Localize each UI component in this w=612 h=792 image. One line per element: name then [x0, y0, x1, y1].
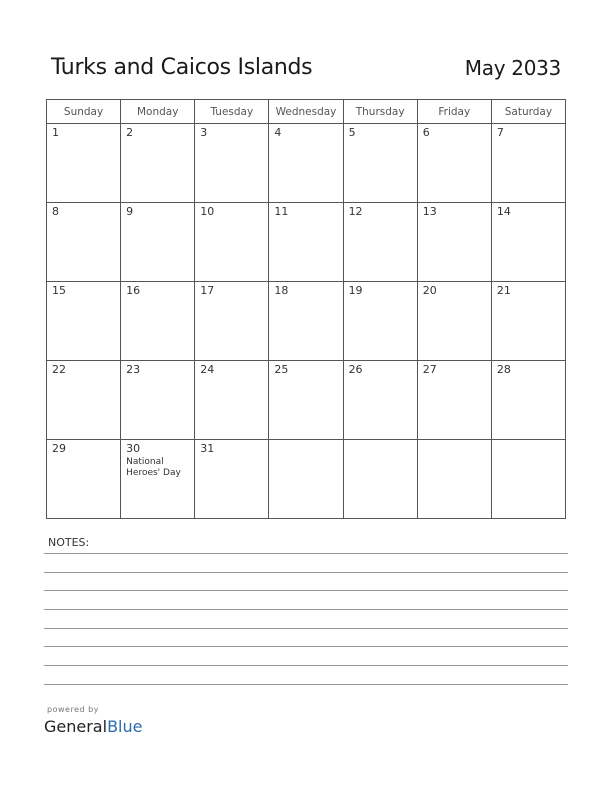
holiday-label: National Heroes' Day	[126, 457, 181, 478]
day-number: 7	[496, 126, 504, 139]
day-cell	[121, 282, 195, 361]
week-row	[47, 361, 566, 440]
day-cell	[491, 282, 565, 361]
day-cell	[195, 440, 269, 519]
day-cell	[491, 203, 565, 282]
day-number: 12	[348, 205, 363, 218]
weekday-header: Tuesday	[195, 100, 269, 124]
day-cell	[269, 124, 343, 203]
day-cell	[343, 124, 417, 203]
day-number: 10	[200, 205, 215, 218]
generalblue-logo[interactable]	[44, 717, 142, 736]
day-cell	[121, 124, 195, 203]
day-number: 5	[348, 126, 356, 139]
day-number: 24	[200, 363, 215, 376]
day-number: 22	[52, 363, 66, 376]
day-number: 31	[200, 442, 215, 455]
weekday-header: Monday	[121, 100, 195, 124]
day-number: 3	[200, 126, 208, 139]
day-number: 16	[126, 284, 141, 297]
day-cell	[47, 124, 121, 203]
day-number: 14	[496, 205, 511, 218]
day-cell	[343, 361, 417, 440]
day-number: 9	[126, 205, 134, 218]
day-cell	[491, 124, 565, 203]
weekday-header: Wednesday	[269, 100, 343, 124]
brand-general: General	[44, 717, 108, 736]
day-cell	[491, 361, 565, 440]
day-number: 29	[52, 442, 66, 455]
day-number: 19	[348, 284, 363, 297]
day-number: 28	[496, 363, 511, 376]
day-number: 8	[52, 205, 59, 218]
note-line	[44, 665, 568, 666]
day-number: 1	[52, 126, 59, 139]
day-cell	[195, 282, 269, 361]
day-cell	[121, 440, 195, 519]
day-cell	[491, 440, 565, 519]
calendar-title: Turks and Caicos Islands	[51, 55, 313, 80]
day-cell	[417, 361, 491, 440]
day-cell	[121, 361, 195, 440]
day-number: 27	[422, 363, 437, 376]
day-number: 18	[274, 284, 289, 297]
calendar-month: May 2033	[464, 56, 561, 80]
day-number: 4	[274, 126, 282, 139]
weekday-header-row	[47, 100, 566, 124]
day-number: 6	[422, 126, 430, 139]
week-row	[47, 440, 566, 519]
day-cell	[343, 282, 417, 361]
day-cell	[47, 440, 121, 519]
day-cell	[195, 124, 269, 203]
day-cell	[121, 203, 195, 282]
day-number: 11	[274, 205, 289, 218]
day-cell	[47, 282, 121, 361]
day-cell	[269, 440, 343, 519]
note-line	[44, 646, 568, 647]
day-cell	[343, 203, 417, 282]
day-number: 20	[422, 284, 437, 297]
day-cell	[417, 282, 491, 361]
week-row	[47, 124, 566, 203]
day-cell	[269, 282, 343, 361]
day-number: 25	[274, 363, 289, 376]
day-number: 30	[126, 442, 141, 455]
note-line	[44, 572, 568, 573]
day-number: 15	[52, 284, 66, 297]
week-row	[47, 282, 566, 361]
day-cell	[195, 361, 269, 440]
powered-by-text: powered by	[47, 705, 99, 714]
day-cell	[343, 440, 417, 519]
day-number: 21	[496, 284, 511, 297]
day-number: 13	[422, 205, 437, 218]
note-line	[44, 684, 568, 685]
day-number: 17	[200, 284, 215, 297]
day-cell	[417, 440, 491, 519]
day-number: 26	[348, 363, 363, 376]
note-line	[44, 553, 568, 554]
notes-label: NOTES:	[48, 536, 90, 549]
calendar-grid	[46, 99, 566, 519]
day-cell	[195, 203, 269, 282]
note-line	[44, 590, 568, 591]
day-cell	[47, 203, 121, 282]
weekday-header: Thursday	[343, 100, 417, 124]
day-number: 2	[126, 126, 134, 139]
brand-blue: Blue	[107, 717, 143, 736]
day-number: 23	[126, 363, 141, 376]
day-cell	[269, 203, 343, 282]
note-line	[44, 609, 568, 610]
weekday-header: Saturday	[491, 100, 565, 124]
weekday-header: Friday	[417, 100, 491, 124]
note-line	[44, 628, 568, 629]
weekday-header: Sunday	[47, 100, 121, 124]
day-cell	[417, 203, 491, 282]
week-row	[47, 203, 566, 282]
day-cell	[417, 124, 491, 203]
day-cell	[47, 361, 121, 440]
day-cell	[269, 361, 343, 440]
